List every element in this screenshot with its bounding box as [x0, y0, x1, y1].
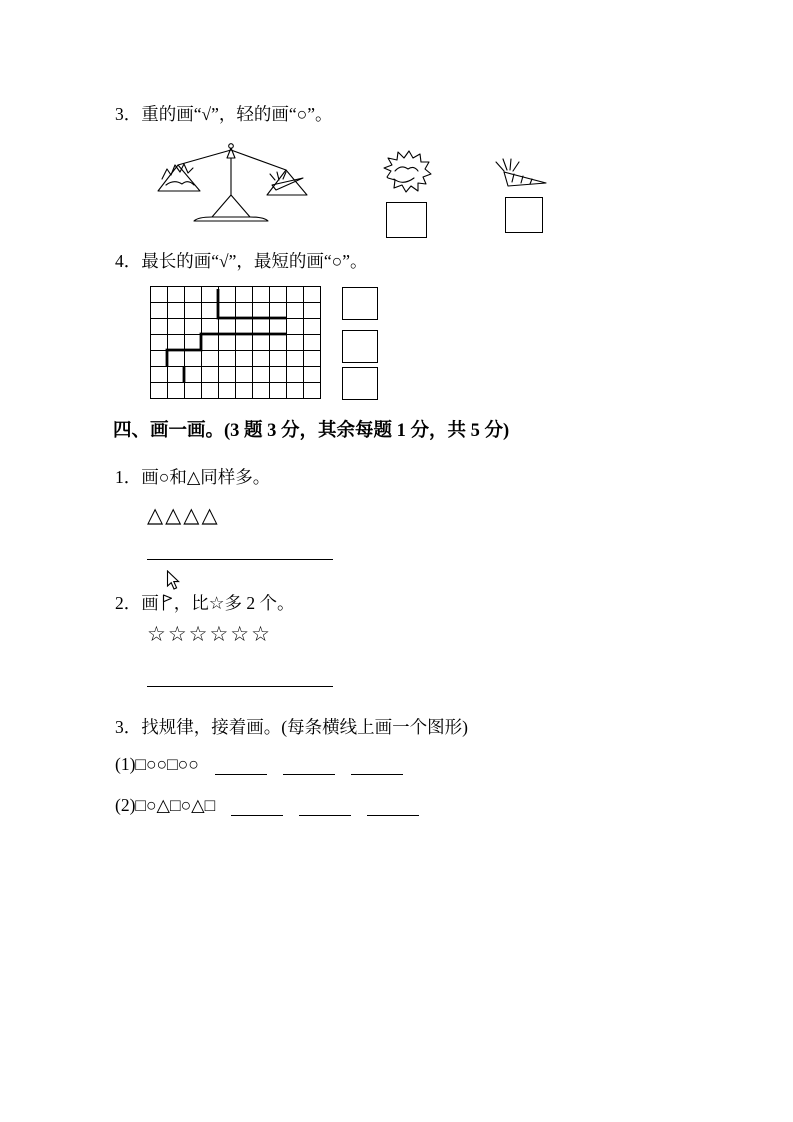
pattern-2-blank-3 — [367, 796, 419, 816]
draw-q1-answer-blank — [147, 538, 333, 560]
answer-box-line-2 — [342, 330, 378, 363]
draw-q1-label: 1．画○和△同样多。 — [115, 467, 271, 487]
question-length-label: 4．最长的画“√”，最短的画“○”。 — [115, 251, 368, 271]
pattern-row-2 — [115, 795, 419, 816]
pattern-1-blank-1 — [215, 755, 267, 775]
flag-icon — [160, 593, 173, 612]
question-weight-label: 3．重的画“√”，轻的画“○”。 — [115, 104, 333, 124]
draw-q2-given-stars: ☆☆☆☆☆☆ — [147, 622, 272, 646]
pattern-2-blank-2 — [299, 796, 351, 816]
draw-q2-label — [115, 590, 294, 615]
draw-q2-answer-blank — [147, 665, 333, 687]
pattern-2-blank-1 — [231, 796, 283, 816]
answer-box-heavy — [386, 202, 427, 238]
draw-q2-label-prefix: 2．画 — [115, 593, 159, 613]
answer-box-light — [505, 197, 543, 233]
carrot-icon — [492, 156, 550, 198]
section-heading: 四、画一画。(3 题 3 分，其余每题 1 分，共 5 分) — [113, 421, 510, 441]
pattern-1-blank-3 — [351, 755, 403, 775]
draw-q2-label-suffix: ，比☆多 2 个。 — [173, 593, 295, 613]
draw-q3-label: 3．找规律，接着画。(每条横线上画一个图形) — [115, 717, 468, 737]
draw-q1-given-triangles: △△△△ — [147, 503, 220, 527]
length-paths — [150, 286, 321, 399]
answer-box-line-1 — [342, 287, 378, 320]
pattern-1-sequence: (1)□○○□○○ — [115, 754, 199, 774]
cabbage-icon — [378, 148, 432, 200]
length-grid — [150, 286, 321, 399]
pattern-1-blank-2 — [283, 755, 335, 775]
pattern-row-1 — [115, 754, 403, 775]
balance-scale-icon — [136, 137, 336, 232]
answer-box-line-3 — [342, 367, 378, 400]
mouse-cursor — [166, 570, 181, 591]
pattern-2-sequence: (2)□○△□○△□ — [115, 795, 216, 815]
